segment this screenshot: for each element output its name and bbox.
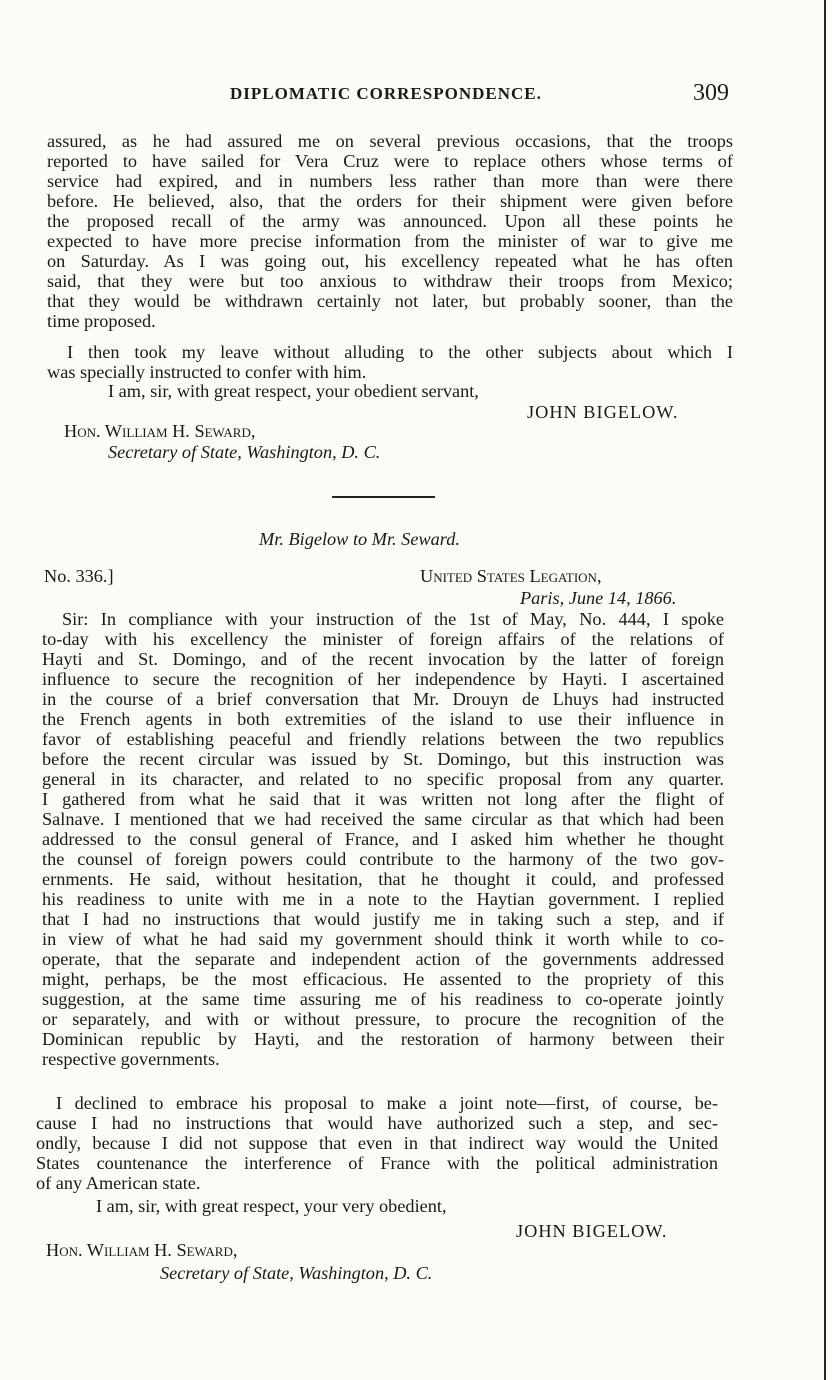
letter2-salutation: I am, sir, with great respect, your very obedient, (96, 1196, 447, 1216)
text-line: the counsel of foreign powers could contribute to the harmony of the two gov- (42, 849, 724, 869)
page-number: 309 (693, 80, 729, 106)
text-line: addressed to the consul general of France, and I asked him whether he thought (42, 829, 724, 849)
letter2-legation: United States Legation, (420, 566, 602, 586)
letter1-body (47, 131, 733, 331)
text-line: Hayti and St. Domingo, and of the recent invocation by the latter of foreign (42, 649, 724, 669)
section-divider (332, 496, 435, 498)
text-line: expected to have more precise information from the minister of war to give me (47, 231, 733, 251)
text-line: on Saturday. As I was going out, his excellency repeated what he has often (47, 251, 733, 271)
text-line: to-day with his excellency the minister of foreign affairs of the relations of (42, 629, 724, 649)
text-line: assured, as he had assured me on several previous occasions, that the troops (47, 131, 733, 151)
text-line: the proposed recall of the army was announced. Upon all these points he (47, 211, 733, 231)
text-line: the French agents in both extremities of the island to use their influence in (42, 709, 724, 729)
text-line: service had expired, and in numbers less rather than more than were there (47, 171, 733, 191)
text-line: operate, that the separate and independent action of the governments addressed (42, 949, 724, 969)
running-header: DIPLOMATIC CORRESPONDENCE. (230, 84, 542, 103)
text-line: I gathered from what he said that it was written not long after the flight of (42, 789, 724, 809)
letter2-signature: JOHN BIGELOW. (516, 1221, 668, 1241)
letter2-body-paragraph-2 (36, 1093, 718, 1193)
text-line: that I had no instructions that would justify me in taking such a step, and if (42, 909, 724, 929)
text-line: Sir: In compliance with your instruction of the 1st of May, No. 444, I spoke (62, 609, 724, 629)
letter2-number: No. 336.] (44, 566, 114, 586)
letter2-addressee-name: Hon. William H. Seward, (46, 1240, 238, 1260)
text-line: before. He believed, also, that the orders for their shipment were given before (47, 191, 733, 211)
letter1-addressee-title: Secretary of State, Washington, D. C. (108, 442, 381, 462)
letter1-addressee-name: Hon. William H. Seward, (64, 421, 256, 441)
text-line: ondly, because I did not suppose that even in that indirect way would the United (36, 1133, 718, 1153)
text-line: or separately, and with or without pressure, to procure the recognition of the (42, 1009, 724, 1029)
text-line: cause I had no instructions that would have authorized such a step, and sec- (36, 1113, 718, 1133)
text-line: States countenance the interference of France with the political administration (36, 1153, 718, 1173)
text-line: said, that they were but too anxious to withdraw their troops from Mexico; (47, 271, 733, 291)
page-edge-rule (824, 0, 826, 1380)
text-line: before the recent circular was issued by St. Domingo, but this instruction was (42, 749, 724, 769)
text-line: I declined to embrace his proposal to make a joint note—first, of course, be- (56, 1093, 718, 1113)
text-line: suggestion, at the same time assuring me of his readiness to co-operate jointly (42, 989, 724, 1009)
text-line: that they would be withdrawn certainly not later, but probably sooner, than the (47, 291, 733, 311)
text-line: Dominican republic by Hayti, and the restoration of harmony between their (42, 1029, 724, 1049)
letter2-body (42, 609, 724, 1069)
text-line: favor of establishing peaceful and friendly relations between the two republics (42, 729, 724, 749)
letter1-signature: JOHN BIGELOW. (527, 402, 679, 422)
text-line: respective governments. (42, 1049, 220, 1069)
text-line: Salnave. I mentioned that we had received the same circular as that which had been (42, 809, 724, 829)
text-line: ernments. He said, without hesitation, that he thought it could, and professed (42, 869, 724, 889)
text-line: was specially instructed to confer with him. (47, 362, 367, 382)
text-line: reported to have sailed for Vera Cruz were to replace others whose terms of (47, 151, 733, 171)
text-line: in the course of a brief conversation that Mr. Drouyn de Lhuys had instructed (42, 689, 724, 709)
text-line: influence to secure the recognition of her independence by Hayti. I ascertained (42, 669, 724, 689)
text-line: time proposed. (47, 311, 156, 331)
letter2-addressee-title: Secretary of State, Washington, D. C. (160, 1263, 433, 1283)
letter2-place-date: Paris, June 14, 1866. (520, 588, 677, 608)
letter1-salutation: I am, sir, with great respect, your obedient servant, (108, 381, 479, 401)
letter1-closing (47, 342, 733, 382)
text-line: I then took my leave without alluding to the other subjects about which I (67, 342, 733, 362)
text-line: general in its character, and related to no specific proposal from any quarter. (42, 769, 724, 789)
text-line: of any American state. (36, 1173, 201, 1193)
text-line: might, perhaps, be the most efficacious. He assented to the propriety of this (42, 969, 724, 989)
letter2-heading: Mr. Bigelow to Mr. Seward. (259, 529, 460, 549)
text-line: in view of what he had said my government should think it worth while to co- (42, 929, 724, 949)
text-line: his readiness to unite with me in a note to the Haytian government. I replied (42, 889, 724, 909)
